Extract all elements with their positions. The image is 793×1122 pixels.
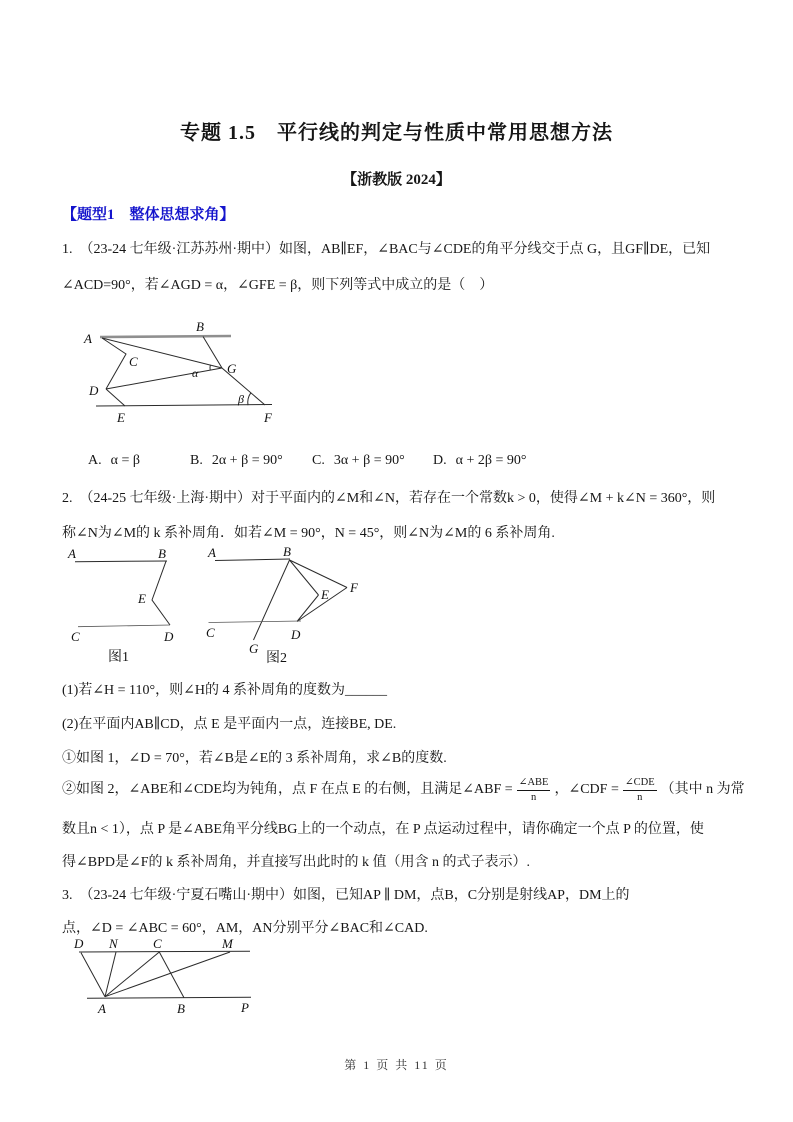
fig-q3-label-M: M: [222, 936, 233, 951]
fig-q1-line-DG: [106, 368, 222, 389]
fig-q1-line-DE: [106, 389, 125, 406]
page-number: 第 1 页 共 11 页: [344, 1058, 449, 1072]
q1-option-a-text: α = β: [110, 453, 140, 468]
fraction-denominator: n: [530, 791, 537, 803]
fig2b-line-DE: [297, 595, 319, 622]
fig2b-line-BE: [290, 560, 319, 595]
q1-option-d-text: α + 2β = 90°: [455, 453, 527, 468]
fraction-cde-over-n: [623, 776, 657, 803]
q1-option-a: [88, 453, 140, 469]
fig-q1-label-beta: β: [238, 392, 244, 406]
q2-part-2-circle-2-line-2: 数且n < 1），点 P 是∠ABE角平分线BG上的一个动点，在 P 点运动过程中，请你确定一个点 P 的位置，使: [62, 822, 704, 837]
fig2b-label-C: C: [206, 625, 215, 640]
fraction-denominator: n: [637, 791, 643, 803]
fig-q3-line-AD: [81, 953, 105, 997]
q2-part-2: (2)在平面内AB∥CD，点 E 是平面内一点，连接BE, DE.: [62, 717, 397, 732]
fig-q1-label-F: F: [264, 410, 272, 425]
q1-option-c-key: C.: [312, 453, 325, 468]
fig-q1-line-AB: [100, 336, 231, 337]
fig-q3-label-D: D: [74, 936, 84, 951]
fig2a-label-C: C: [71, 629, 80, 644]
fig2b-label-D: D: [291, 627, 301, 642]
fig-q1-label-C: C: [129, 354, 138, 369]
q1-option-b: [190, 453, 283, 469]
question-1-figure: [60, 300, 370, 440]
fig-q1-label-D: D: [89, 383, 99, 398]
fig2a-label-D: D: [164, 629, 174, 644]
fig2b-line-BF: [290, 560, 348, 588]
q1-option-c: [312, 453, 405, 469]
fig-q3-label-B: B: [177, 1001, 185, 1016]
fig2a-label-A: A: [68, 546, 76, 561]
question-1-line-1: 1. （23-24 七年级·江苏苏州·期中）如图，AB∥EF，∠BAC与∠CDE的角平分线交于点 G，且GF∥DE，已知: [62, 242, 711, 257]
fraction-abe-over-n: [517, 776, 551, 803]
fig2a-caption: 图1: [108, 650, 129, 665]
q1-option-b-text: 2α + β = 90°: [211, 453, 283, 468]
fig-q3-label-P: P: [241, 1000, 249, 1015]
fig-q1-line-EF: [96, 405, 272, 407]
question-3-line-1: 3. （23-24 七年级·宁夏石嘴山·期中）如图，已知AP ∥ DM，点B，C分别是射线AP，DM上的: [62, 888, 630, 903]
fig-q3-line-AP: [87, 997, 251, 998]
q2-part-2-circle-2-line-1: [62, 773, 745, 807]
fig-q1-label-G: G: [227, 361, 237, 376]
fig-q3-line-CB: [159, 952, 184, 998]
question-2-line-1: 2. （24-25 七年级·上海·期中）对于平面内的∠M和∠N，若存在一个常数k > 0，使得∠M + k∠N = 360°，则: [62, 491, 716, 506]
q1-option-d: [433, 453, 526, 469]
fig-q1-label-A: A: [84, 331, 92, 346]
fig2a-polyline-BED: [152, 561, 170, 625]
fig-q1-polyline-ACD: [102, 338, 126, 389]
q1-option-d-key: D.: [433, 453, 447, 468]
fig-q3-line-AN: [105, 952, 116, 997]
fig2a-line-CD: [78, 625, 170, 627]
q2-part-1: (1)若∠H = 110°，则∠H的 4 系补周角的度数为______: [62, 683, 387, 698]
fig2a-label-B: B: [158, 546, 166, 561]
circ2-segment-2: ，∠CDF =: [554, 782, 619, 797]
question-1-line-2: ∠ACD=90°，若∠AGD = α，∠GFE = β，则下列等式中成立的是（ ）: [62, 278, 494, 293]
question-2-line-2: 称∠N为∠M的 k 系补周角．如若∠M = 90°，N = 45°，则∠N为∠M的 6 系补周角.: [62, 526, 555, 541]
fig-q1-angle-arc-F: [248, 393, 251, 406]
question-2-figures: [60, 543, 390, 673]
fig-q1-label-B: B: [196, 319, 204, 334]
fig-q3-line-AM: [105, 952, 230, 997]
fig-q3-line-AC: [105, 952, 159, 997]
fig2a-label-E: E: [138, 591, 146, 606]
fig2b-label-B: B: [283, 544, 291, 559]
fig2b-label-F: F: [350, 580, 358, 595]
fig2b-label-A: A: [208, 545, 216, 560]
fig2b-label-G: G: [249, 641, 259, 656]
fig2b-line-CD: [209, 621, 302, 623]
question-3-figure: [60, 933, 320, 1023]
fig-q3-label-A: A: [98, 1001, 106, 1016]
section-heading: 【题型1 整体思想求角】: [62, 207, 235, 223]
edition-label: 【浙教版 2024】: [342, 172, 451, 188]
fig2b-label-E: E: [321, 587, 329, 602]
fig2b-line-BG: [254, 560, 290, 640]
fraction-numerator: ∠ABE: [517, 776, 551, 790]
fraction-numerator: ∠CDE: [623, 776, 657, 790]
page-title: 专题 1.5 平行线的判定与性质中常用思想方法: [180, 122, 613, 144]
q2-part-2-circle-2-line-3: 得∠BPD是∠F的 k 系补周角，并直接写出此时的 k 值（用含 n 的式子表示）.: [62, 855, 530, 870]
fig2b-caption: 图2: [266, 651, 287, 666]
fig-q3-label-C: C: [153, 936, 162, 951]
fig-q3-line-DM: [79, 951, 250, 952]
q1-option-a-key: A.: [88, 453, 102, 468]
fig-q3-label-N: N: [109, 936, 118, 951]
circ2-segment-1: ②如图 2，∠ABE和∠CDE均为钝角，点 F 在点 E 的右侧，且满足∠ABF =: [62, 782, 513, 797]
fig2a-line-AB: [75, 561, 167, 562]
q1-option-c-text: 3α + β = 90°: [333, 453, 405, 468]
circ2-segment-3: （其中 n 为常: [660, 782, 745, 797]
question-3-line-2: 点，∠D = ∠ABC = 60°，AM，AN分别平分∠BAC和∠CAD.: [62, 921, 428, 936]
fig-q1-label-E: E: [117, 410, 125, 425]
q1-option-b-key: B.: [190, 453, 203, 468]
q2-part-2-circle-1: ①如图 1，∠D = 70°，若∠B是∠E的 3 系补周角，求∠B的度数.: [62, 751, 447, 766]
fig-q1-label-alpha: α: [192, 366, 199, 380]
fig2b-line-AB: [215, 559, 290, 561]
